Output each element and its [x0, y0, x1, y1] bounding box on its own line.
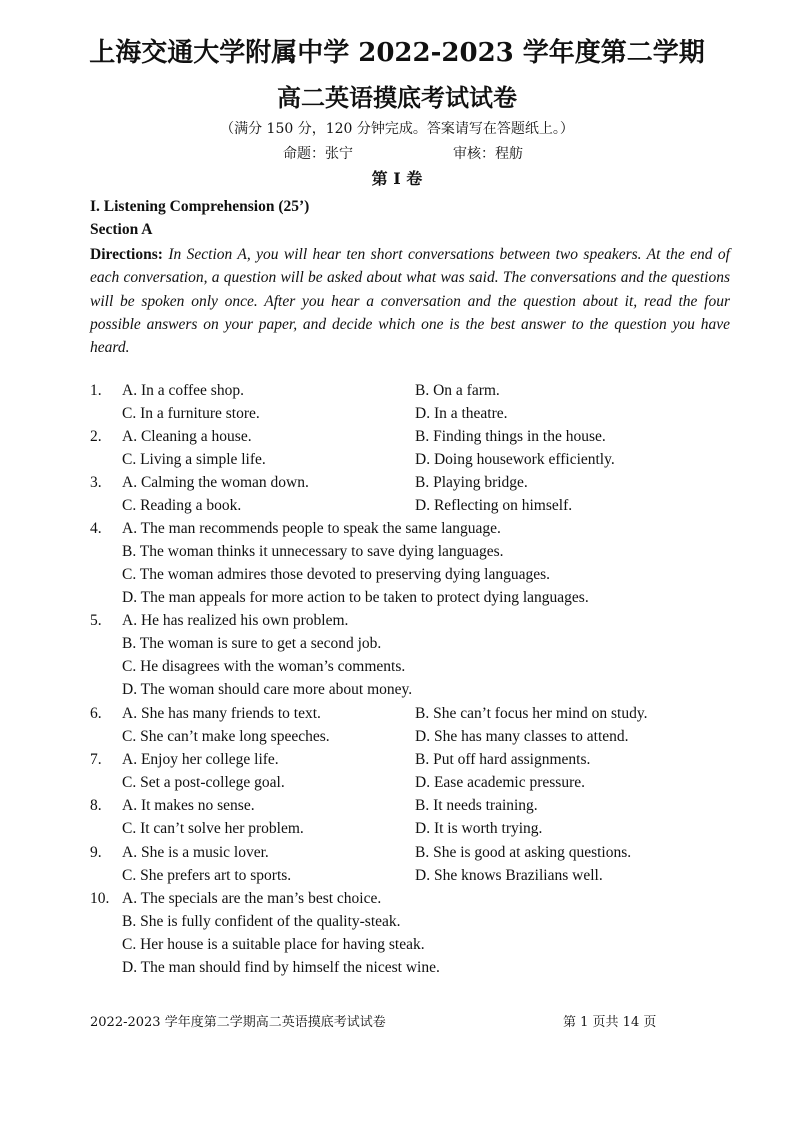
- option-a: A. Calming the woman down.: [122, 474, 309, 491]
- question-number: 9.: [90, 844, 102, 861]
- option-d: D. It is worth trying.: [415, 820, 543, 837]
- question-number: 6.: [90, 705, 102, 722]
- option-c: C. She prefers art to sports.: [122, 867, 292, 884]
- exam-note: （满分 150 分，120 分钟完成。答案请写在答题纸上。）: [220, 121, 574, 137]
- option-c: C. Living a simple life.: [122, 451, 266, 468]
- option-d: D. In a theatre.: [415, 405, 508, 422]
- option-a: A. He has realized his own problem.: [122, 612, 349, 629]
- question-number: 7.: [90, 751, 102, 768]
- option-b: B. It needs training.: [415, 797, 538, 814]
- option-d: D. The man appeals for more action to be taken to protect dying languages.: [122, 589, 589, 606]
- option-c: C. Set a post-college goal.: [122, 774, 285, 791]
- option-d: D. Reflecting on himself.: [415, 497, 573, 514]
- option-a: A. Cleaning a house.: [122, 428, 252, 445]
- footer-page-number: 第 1 页共 14 页: [563, 1015, 657, 1030]
- option-c: C. Her house is a suitable place for having steak.: [122, 936, 425, 953]
- directions-paragraph: [90, 243, 730, 359]
- option-d: D. The man should find by himself the nicest wine.: [122, 959, 440, 976]
- option-c: C. She can’t make long speeches.: [122, 728, 330, 745]
- option-d: D. Doing housework efficiently.: [415, 451, 615, 468]
- question-number: 4.: [90, 520, 102, 537]
- question-number: 3.: [90, 474, 102, 491]
- option-b: B. The woman is sure to get a second job.: [122, 635, 382, 652]
- option-a: A. She has many friends to text.: [122, 705, 321, 722]
- option-c: C. Reading a book.: [122, 497, 242, 514]
- option-d: D. The woman should care more about money.: [122, 681, 413, 698]
- option-c: C. He disagrees with the woman’s comments.: [122, 658, 406, 675]
- question-number: 2.: [90, 428, 102, 445]
- option-a: A. It makes no sense.: [122, 797, 255, 814]
- option-a: A. The man recommends people to speak the same language.: [122, 520, 501, 537]
- option-b: B. She is good at asking questions.: [415, 844, 632, 861]
- option-b: B. Playing bridge.: [415, 474, 528, 491]
- option-b: B. On a farm.: [415, 382, 500, 399]
- exam-title-line2: 高二英语摸底考试试卷: [277, 83, 517, 112]
- option-d: D. Ease academic pressure.: [415, 774, 585, 791]
- option-b: B. She is fully confident of the quality-steak.: [122, 913, 401, 930]
- option-a: A. The specials are the man’s best choice.: [122, 890, 382, 907]
- setter-label: 命题：张宁: [283, 146, 353, 162]
- option-a: A. She is a music lover.: [122, 844, 269, 861]
- option-c: C. The woman admires those devoted to preserving dying languages.: [122, 566, 551, 583]
- question-number: 8.: [90, 797, 102, 814]
- part-title: 第 I 卷: [371, 169, 423, 188]
- option-b: B. Put off hard assignments.: [415, 751, 591, 768]
- section-sub-heading: Section A: [90, 221, 153, 238]
- option-a: A. In a coffee shop.: [122, 382, 244, 399]
- section-heading: I. Listening Comprehension (25’): [90, 198, 310, 215]
- option-a: A. Enjoy her college life.: [122, 751, 279, 768]
- option-c: C. It can’t solve her problem.: [122, 820, 304, 837]
- footer-exam-name: 2022-2023 学年度第二学期高二英语摸底考试试卷: [90, 1015, 386, 1030]
- exam-title-line1: 上海交通大学附属中学 2022-2023 学年度第二学期: [89, 38, 705, 68]
- directions-text: In Section A, you will hear ten short conversations between two speakers. At the end of each conversation, a question will be asked about what was said. The conversations and the questions will be spoken only once. After you hear a conversation and the question about it, read the four possible answers on your paper, and decide which one is the best answer to the question you have heard.: [90, 246, 730, 357]
- question-number: 10.: [90, 890, 110, 907]
- directions-label: Directions:: [90, 246, 163, 263]
- question-number: 5.: [90, 612, 102, 629]
- option-d: D. She knows Brazilians well.: [415, 867, 603, 884]
- option-c: C. In a furniture store.: [122, 405, 260, 422]
- reviewer-label: 审核：程舫: [453, 146, 523, 162]
- option-d: D. She has many classes to attend.: [415, 728, 629, 745]
- option-b: B. Finding things in the house.: [415, 428, 606, 445]
- option-b: B. The woman thinks it unnecessary to save dying languages.: [122, 543, 504, 560]
- question-number: 1.: [90, 382, 102, 399]
- option-b: B. She can’t focus her mind on study.: [415, 705, 648, 722]
